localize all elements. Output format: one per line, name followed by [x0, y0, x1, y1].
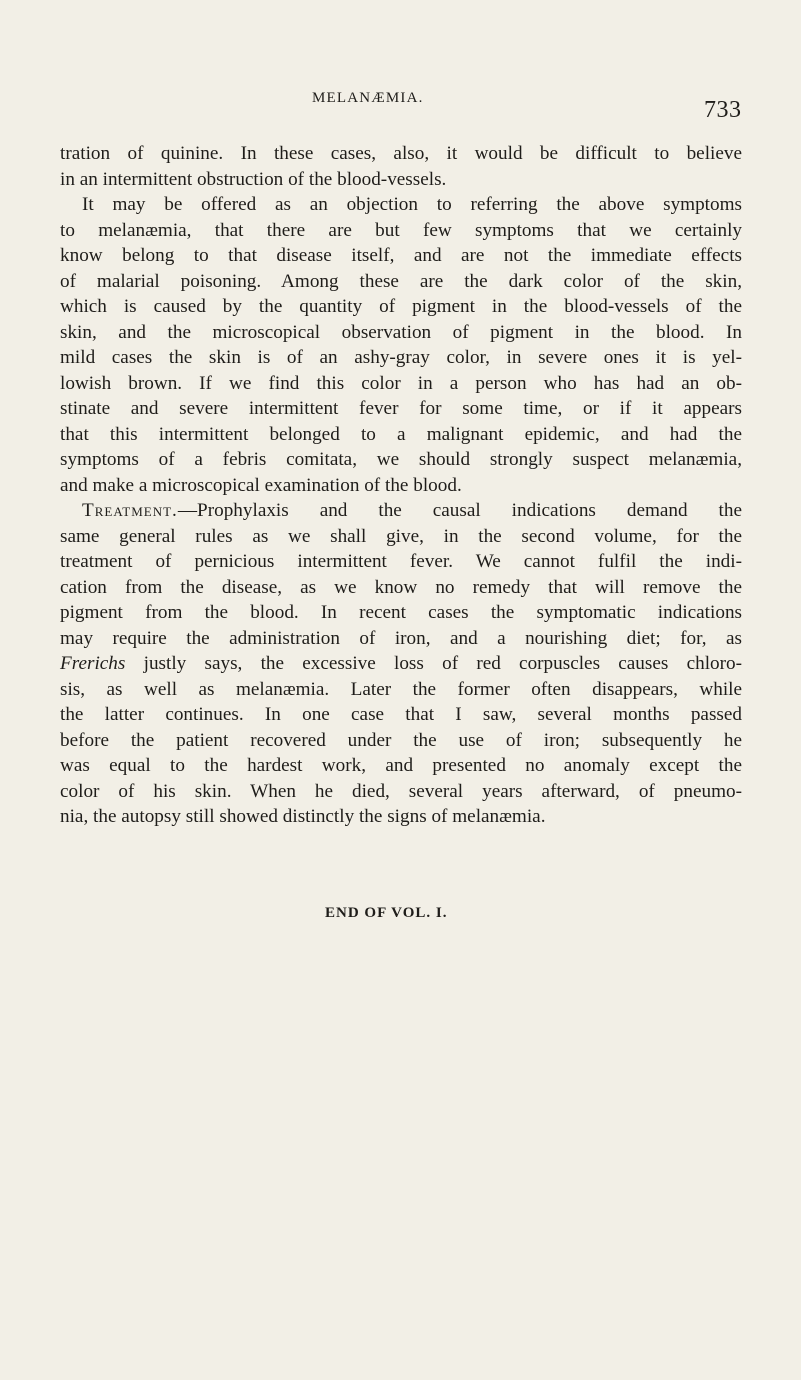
text-line: know belong to that disease itself, and are not the immediate effects — [60, 245, 742, 266]
text-line: was equal to the hardest work, and presented no anomaly except the — [60, 755, 742, 776]
text-line: the latter continues. In one case that I saw, several months passed — [60, 704, 742, 725]
text-line: color of his skin. When he died, several years afterward, of pneumo- — [60, 780, 742, 802]
text-line: and make a microscopical examination of the blood. — [60, 474, 462, 496]
end-of-volume: END OF VOL. I. — [325, 905, 448, 921]
text-line: same general rules as we shall give, in the second volume, for the — [60, 525, 742, 547]
text-line: cation from the disease, as we know no remedy that will remove the — [60, 576, 742, 598]
text-line — [60, 651, 742, 677]
text-line-rest: justly says, the excessive loss of red corpuscles causes chloro- — [125, 653, 742, 674]
text-line: pigment from the blood. In recent cases the symptomatic indications — [60, 602, 742, 623]
text-line: stinate and severe intermittent fever for some time, or if it appears — [60, 398, 742, 419]
treatment-heading: Treatment. — [82, 500, 178, 521]
text-line: mild cases the skin is of an ashy-gray color, in severe ones it is yel- — [60, 347, 742, 368]
text-line: nia, the autopsy still showed distinctly the signs of melanæmia. — [60, 806, 546, 827]
author-name: Frerichs — [60, 653, 126, 674]
text-line: symptoms of a febris comitata, we should strongly suspect melanæmia, — [60, 449, 742, 470]
text-line: sis, as well as melanæmia. Later the former often disappears, while — [60, 678, 742, 700]
text-line: skin, and the microscopical observation of pigment in the blood. In — [60, 321, 742, 343]
text-line — [60, 498, 742, 524]
body-text — [60, 141, 742, 830]
running-title: MELANÆMIA. — [312, 90, 424, 106]
text-line: of malarial poisoning. Among these are the dark color of the skin, — [60, 270, 742, 292]
text-line: that this intermittent belonged to a malignant epidemic, and had the — [60, 423, 742, 445]
text-line: which is caused by the quantity of pigment in the blood-vessels of the — [60, 296, 742, 317]
text-line-rest: —Prophylaxis and the causal indications demand the — [177, 500, 742, 521]
text-line: treatment of pernicious intermittent fever. We cannot fulfil the indi- — [60, 551, 742, 572]
text-line: tration of quinine. In these cases, also, it would be difficult to believe — [60, 143, 742, 164]
page-number: 733 — [704, 97, 742, 123]
text-line: in an intermittent obstruction of the blood-vessels. — [60, 168, 447, 190]
text-line: lowish brown. If we find this color in a person who has had an ob- — [60, 372, 742, 394]
text-line: before the patient recovered under the use of iron; subsequently he — [60, 729, 742, 751]
text-line: to melanæmia, that there are but few symptoms that we certainly — [60, 219, 742, 241]
text-line: may require the administration of iron, and a nourishing diet; for, as — [60, 627, 742, 649]
text-line: It may be offered as an objection to referring the above symptoms — [82, 194, 742, 215]
